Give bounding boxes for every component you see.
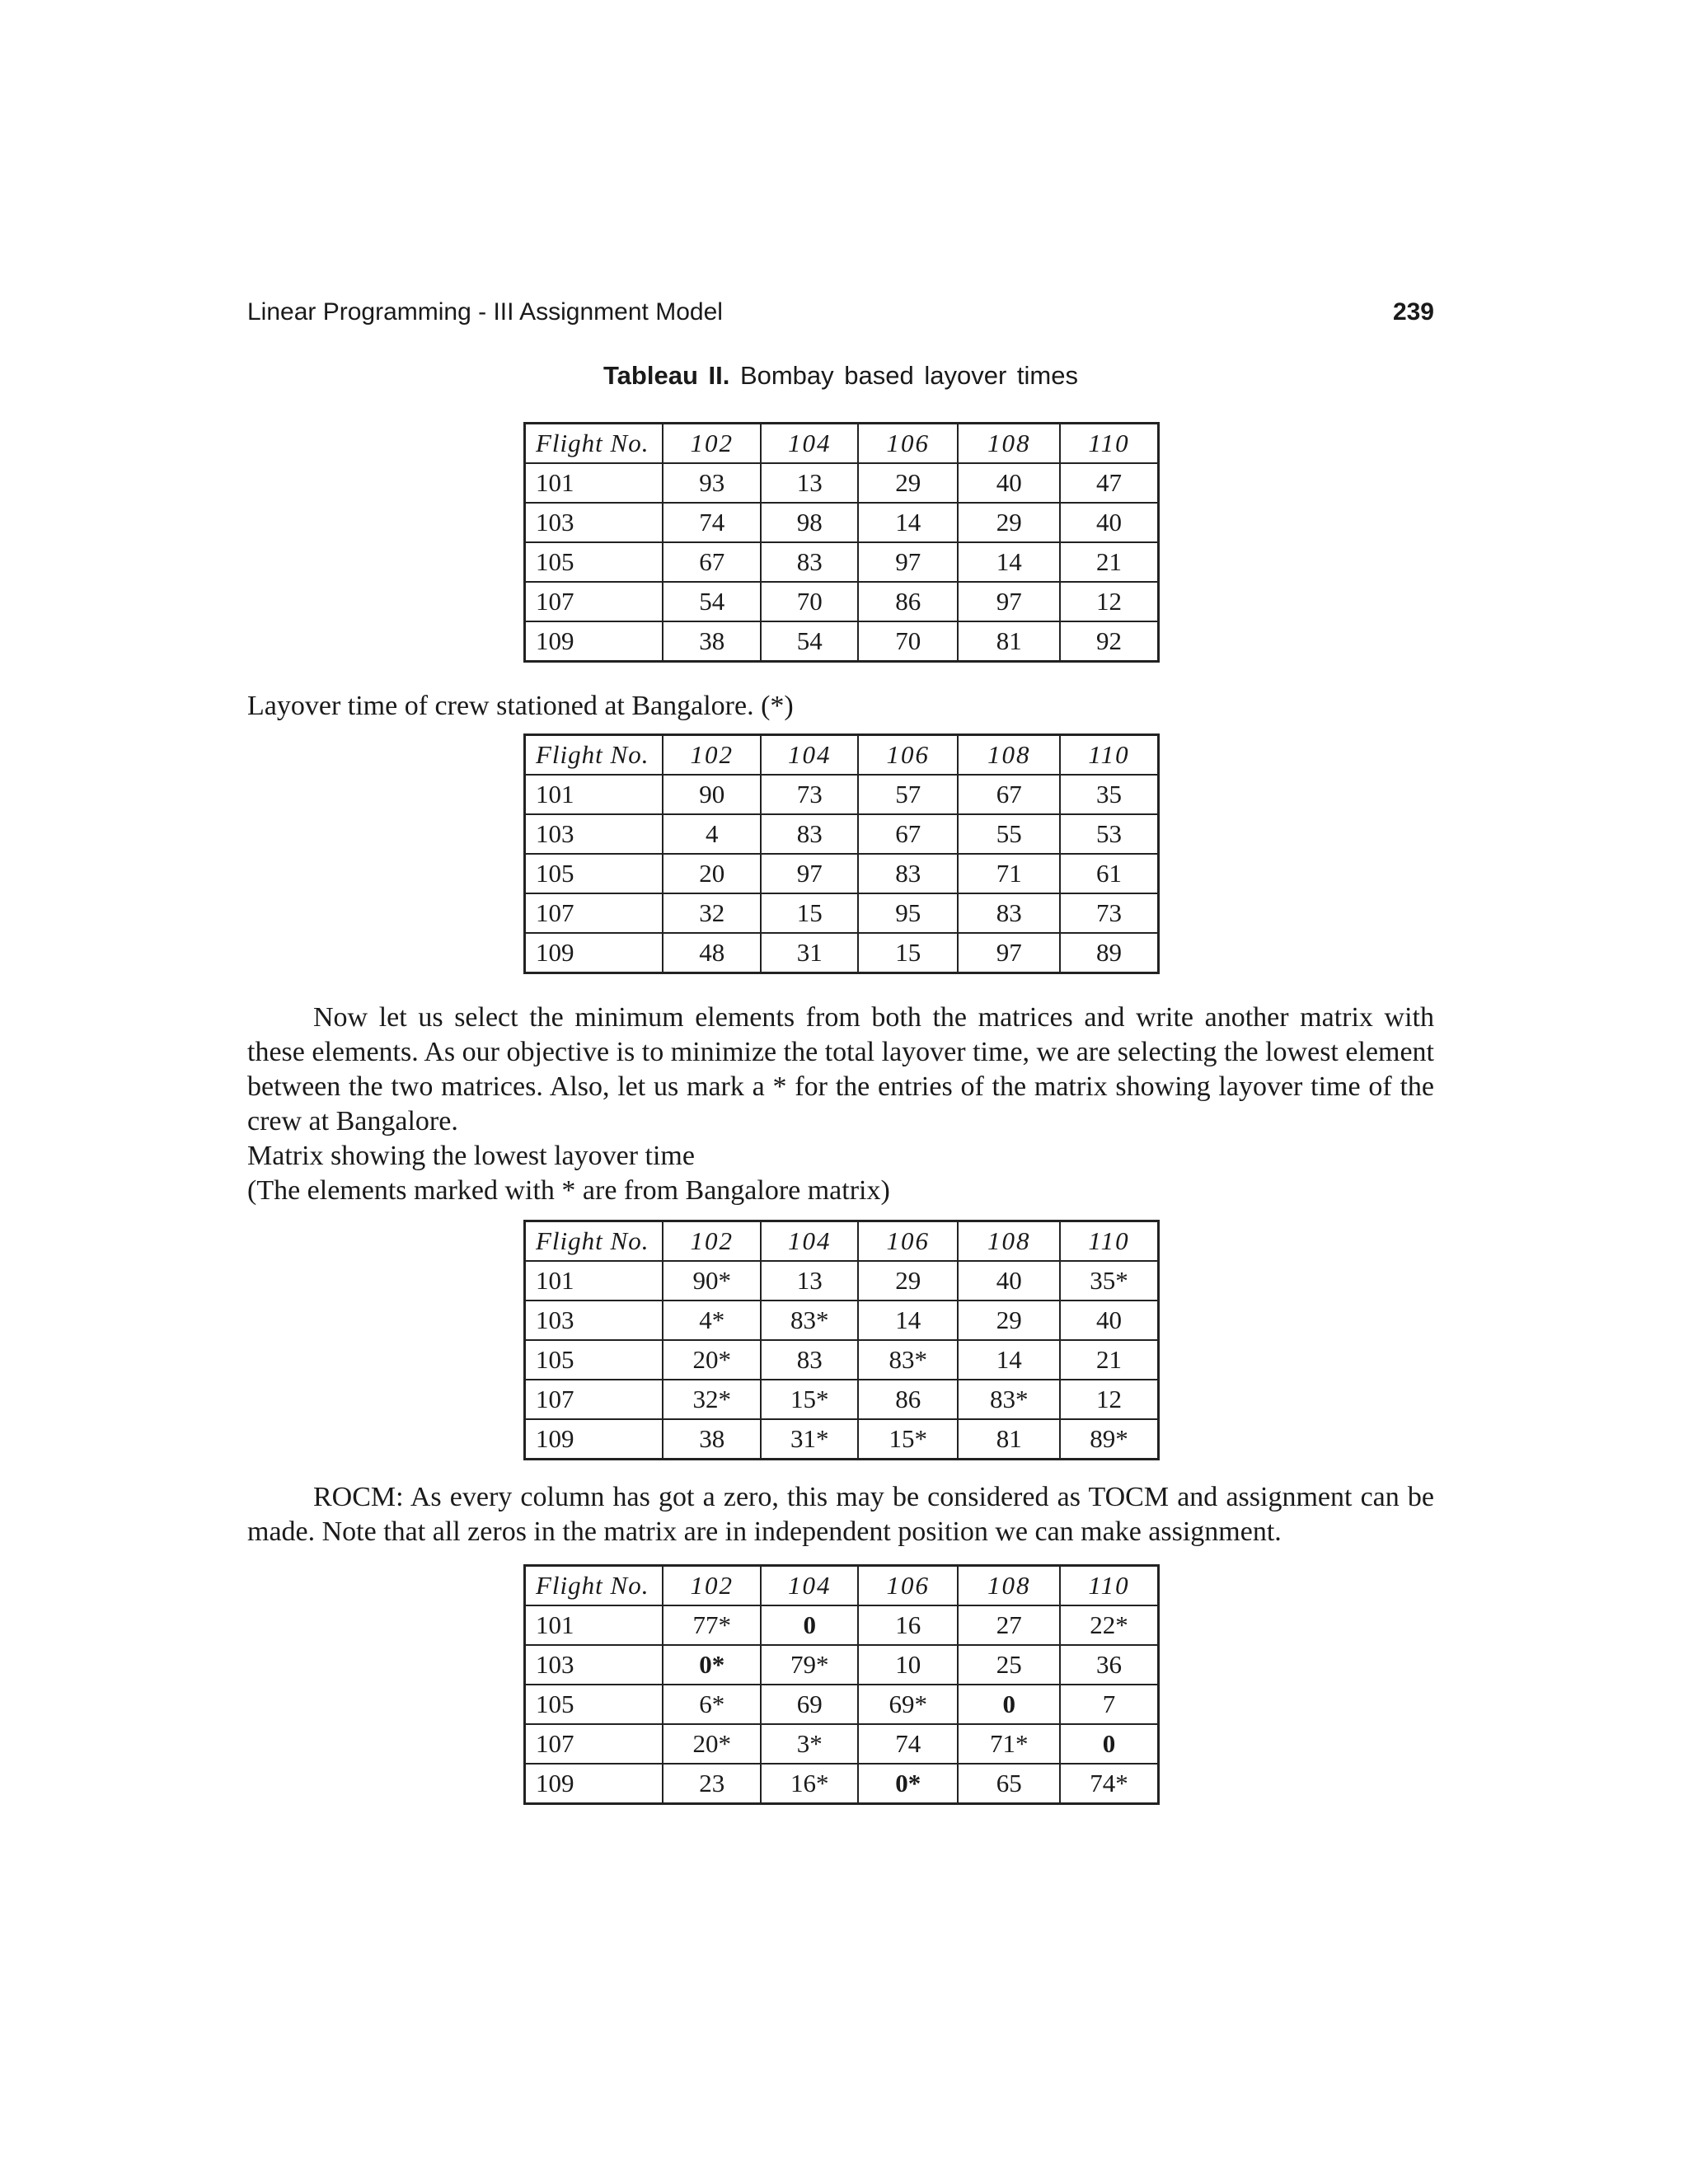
table-cell: 74	[858, 1724, 959, 1764]
table-cell: 25	[958, 1645, 1059, 1685]
header-cell: Flight No.	[525, 735, 663, 776]
table-cell: 31*	[761, 1419, 858, 1460]
table-cell: 15*	[858, 1419, 959, 1460]
table-cell: 12	[1060, 1380, 1159, 1419]
assignment-table	[523, 1564, 1160, 1805]
table-row	[525, 503, 1159, 542]
row-label-cell: 109	[525, 933, 663, 973]
table-cell: 97	[761, 854, 858, 893]
table-cell: 54	[663, 582, 762, 621]
header-cell: 108	[958, 1221, 1059, 1262]
table-cell: 81	[958, 1419, 1059, 1460]
table-row	[525, 933, 1159, 973]
table-cell: 61	[1060, 854, 1159, 893]
table-row	[525, 621, 1159, 662]
explanation-block	[247, 1001, 1434, 1208]
lowest-layover-table	[523, 1220, 1160, 1460]
table-cell: 57	[858, 775, 959, 814]
table-row	[525, 542, 1159, 582]
table-cell: 93	[663, 463, 762, 503]
table-row	[525, 893, 1159, 933]
table-cell: 86	[858, 582, 959, 621]
table-cell: 97	[958, 933, 1059, 973]
header-cell: 106	[858, 1566, 959, 1606]
table-header-row	[525, 1566, 1159, 1606]
bangalore-layover-table	[523, 733, 1160, 974]
table-header-row	[525, 1221, 1159, 1262]
table-row	[525, 1261, 1159, 1301]
table-cell: 4	[663, 814, 762, 854]
table-cell: 31	[761, 933, 858, 973]
table-cell: 83	[958, 893, 1059, 933]
header-cell: 110	[1060, 424, 1159, 464]
header-cell: 102	[663, 424, 762, 464]
table-cell: 22*	[1060, 1605, 1159, 1645]
table-cell: 14	[958, 542, 1059, 582]
table-cell: 83*	[958, 1380, 1059, 1419]
table-cell: 32*	[663, 1380, 762, 1419]
table-cell: 79*	[761, 1645, 858, 1685]
assigned-zero-cell: 0	[1060, 1724, 1159, 1764]
table-cell: 83	[858, 854, 959, 893]
table-cell: 32	[663, 893, 762, 933]
table-cell: 54	[761, 621, 858, 662]
table-header-row	[525, 424, 1159, 464]
table-row	[525, 463, 1159, 503]
assigned-zero-cell: 0*	[858, 1764, 959, 1804]
table-cell: 27	[958, 1605, 1059, 1645]
table-cell: 15	[858, 933, 959, 973]
table-cell: 38	[663, 621, 762, 662]
table-cell: 3*	[761, 1724, 858, 1764]
header-cell: 110	[1060, 1221, 1159, 1262]
running-header	[247, 298, 1434, 331]
rocm-block	[247, 1480, 1434, 1549]
table-cell: 83	[761, 814, 858, 854]
caption-label: Tableau II.	[603, 361, 730, 390]
table-cell: 47	[1060, 463, 1159, 503]
row-label-cell: 101	[525, 1605, 663, 1645]
table-row	[525, 1685, 1159, 1724]
table-cell: 95	[858, 893, 959, 933]
table-caption	[247, 361, 1434, 391]
bombay-layover-table	[523, 422, 1160, 663]
table-cell: 71*	[958, 1724, 1059, 1764]
table-row	[525, 1724, 1159, 1764]
table-cell: 67	[958, 775, 1059, 814]
table-cell: 20*	[663, 1340, 762, 1380]
table-cell: 38	[663, 1419, 762, 1460]
table-cell: 35	[1060, 775, 1159, 814]
table-cell: 40	[958, 463, 1059, 503]
table-cell: 73	[1060, 893, 1159, 933]
header-cell: 108	[958, 424, 1059, 464]
table-row	[525, 1419, 1159, 1460]
table-cell: 29	[858, 463, 959, 503]
table-cell: 71	[958, 854, 1059, 893]
table-cell: 36	[1060, 1645, 1159, 1685]
header-cell: 102	[663, 735, 762, 776]
table-cell: 83	[761, 1340, 858, 1380]
table-cell: 89*	[1060, 1419, 1159, 1460]
header-cell: 110	[1060, 1566, 1159, 1606]
table-cell: 12	[1060, 582, 1159, 621]
table-cell: 92	[1060, 621, 1159, 662]
paragraph-minimum-elements: Now let us select the minimum elements from both the matrices and write another matrix with these elements. As our objective is to minimize the total layover time, we are selecting the lowest element between the two matrices. Also, let us mark a * for the entries of the matrix showing layover time of the crew at Bangalore.	[247, 1002, 1434, 1137]
table-cell: 13	[761, 463, 858, 503]
row-label-cell: 107	[525, 1380, 663, 1419]
row-label-cell: 101	[525, 463, 663, 503]
header-cell: Flight No.	[525, 1566, 663, 1606]
header-cell: 106	[858, 735, 959, 776]
table-cell: 4*	[663, 1301, 762, 1340]
table-cell: 74	[663, 503, 762, 542]
table-cell: 40	[1060, 1301, 1159, 1340]
table-cell: 67	[858, 814, 959, 854]
running-title: Linear Programming - III Assignment Model	[247, 298, 723, 326]
table-cell: 70	[761, 582, 858, 621]
header-cell: 104	[761, 424, 858, 464]
table-cell: 67	[663, 542, 762, 582]
table-row	[525, 1380, 1159, 1419]
table-cell: 97	[958, 582, 1059, 621]
table-cell: 15*	[761, 1380, 858, 1419]
header-cell: 106	[858, 424, 959, 464]
header-cell: 108	[958, 735, 1059, 776]
table-cell: 29	[958, 1301, 1059, 1340]
header-cell: 110	[1060, 735, 1159, 776]
header-cell: 104	[761, 1221, 858, 1262]
table-cell: 35*	[1060, 1261, 1159, 1301]
row-label-cell: 103	[525, 1645, 663, 1685]
row-label-cell: 101	[525, 1261, 663, 1301]
header-cell: 102	[663, 1221, 762, 1262]
table-cell: 29	[958, 503, 1059, 542]
row-label-cell: 107	[525, 582, 663, 621]
header-cell: 102	[663, 1566, 762, 1606]
table-cell: 16*	[761, 1764, 858, 1804]
table-cell: 65	[958, 1764, 1059, 1804]
table-cell: 53	[1060, 814, 1159, 854]
table-cell: 29	[858, 1261, 959, 1301]
table-cell: 20*	[663, 1724, 762, 1764]
row-label-cell: 109	[525, 1419, 663, 1460]
table-cell: 7	[1060, 1685, 1159, 1724]
table-cell: 89	[1060, 933, 1159, 973]
matrix-note: (The elements marked with * are from Bangalore matrix)	[247, 1175, 890, 1206]
row-label-cell: 101	[525, 775, 663, 814]
table-row	[525, 1605, 1159, 1645]
row-label-cell: 107	[525, 893, 663, 933]
table-row	[525, 1340, 1159, 1380]
row-label-cell: 109	[525, 1764, 663, 1804]
assigned-zero-cell: 0*	[663, 1645, 762, 1685]
table-row	[525, 854, 1159, 893]
row-label-cell: 109	[525, 621, 663, 662]
table-cell: 69	[761, 1685, 858, 1724]
page-number: 239	[1392, 298, 1434, 326]
row-label-cell: 105	[525, 542, 663, 582]
header-cell: 104	[761, 735, 858, 776]
table-cell: 55	[958, 814, 1059, 854]
header-cell: Flight No.	[525, 1221, 663, 1262]
table-cell: 21	[1060, 542, 1159, 582]
table-cell: 77*	[663, 1605, 762, 1645]
table-cell: 48	[663, 933, 762, 973]
header-cell: 108	[958, 1566, 1059, 1606]
table-cell: 16	[858, 1605, 959, 1645]
row-label-cell: 103	[525, 814, 663, 854]
table-row	[525, 1764, 1159, 1804]
table-cell: 70	[858, 621, 959, 662]
table-row	[525, 582, 1159, 621]
table-row	[525, 814, 1159, 854]
row-label-cell: 103	[525, 1301, 663, 1340]
table-cell: 98	[761, 503, 858, 542]
row-label-cell: 107	[525, 1724, 663, 1764]
table-cell: 14	[858, 503, 959, 542]
row-label-cell: 105	[525, 854, 663, 893]
table-cell: 20	[663, 854, 762, 893]
table-cell: 97	[858, 542, 959, 582]
table-cell: 13	[761, 1261, 858, 1301]
table-cell: 10	[858, 1645, 959, 1685]
table-cell: 90	[663, 775, 762, 814]
table-row	[525, 775, 1159, 814]
table-cell: 23	[663, 1764, 762, 1804]
header-cell: Flight No.	[525, 424, 663, 464]
matrix-title: Matrix showing the lowest layover time	[247, 1141, 695, 1171]
paragraph-rocm: ROCM: As every column has got a zero, this may be considered as TOCM and assignment can be made. Note that all zeros in the matrix are in independent position we can make assignment.	[247, 1482, 1434, 1547]
table-cell: 83	[761, 542, 858, 582]
header-cell: 104	[761, 1566, 858, 1606]
bangalore-label-text: Layover time of crew stationed at Bangalore. (*)	[247, 691, 794, 721]
row-label-cell: 105	[525, 1340, 663, 1380]
table-cell: 14	[858, 1301, 959, 1340]
assigned-zero-cell: 0	[761, 1605, 858, 1645]
table-cell: 14	[958, 1340, 1059, 1380]
table-cell: 40	[1060, 503, 1159, 542]
table-header-row	[525, 735, 1159, 776]
table-cell: 83*	[858, 1340, 959, 1380]
table-cell: 90*	[663, 1261, 762, 1301]
table-cell: 73	[761, 775, 858, 814]
row-label-cell: 105	[525, 1685, 663, 1724]
bangalore-label	[247, 689, 1434, 724]
caption-text: Bombay based layover times	[729, 361, 1078, 390]
table-row	[525, 1301, 1159, 1340]
table-cell: 69*	[858, 1685, 959, 1724]
table-cell: 74*	[1060, 1764, 1159, 1804]
table-cell: 15	[761, 893, 858, 933]
table-cell: 83*	[761, 1301, 858, 1340]
table-cell: 81	[958, 621, 1059, 662]
table-cell: 6*	[663, 1685, 762, 1724]
table-row	[525, 1645, 1159, 1685]
row-label-cell: 103	[525, 503, 663, 542]
table-cell: 86	[858, 1380, 959, 1419]
table-cell: 40	[958, 1261, 1059, 1301]
header-cell: 106	[858, 1221, 959, 1262]
table-cell: 21	[1060, 1340, 1159, 1380]
assigned-zero-cell: 0	[958, 1685, 1059, 1724]
